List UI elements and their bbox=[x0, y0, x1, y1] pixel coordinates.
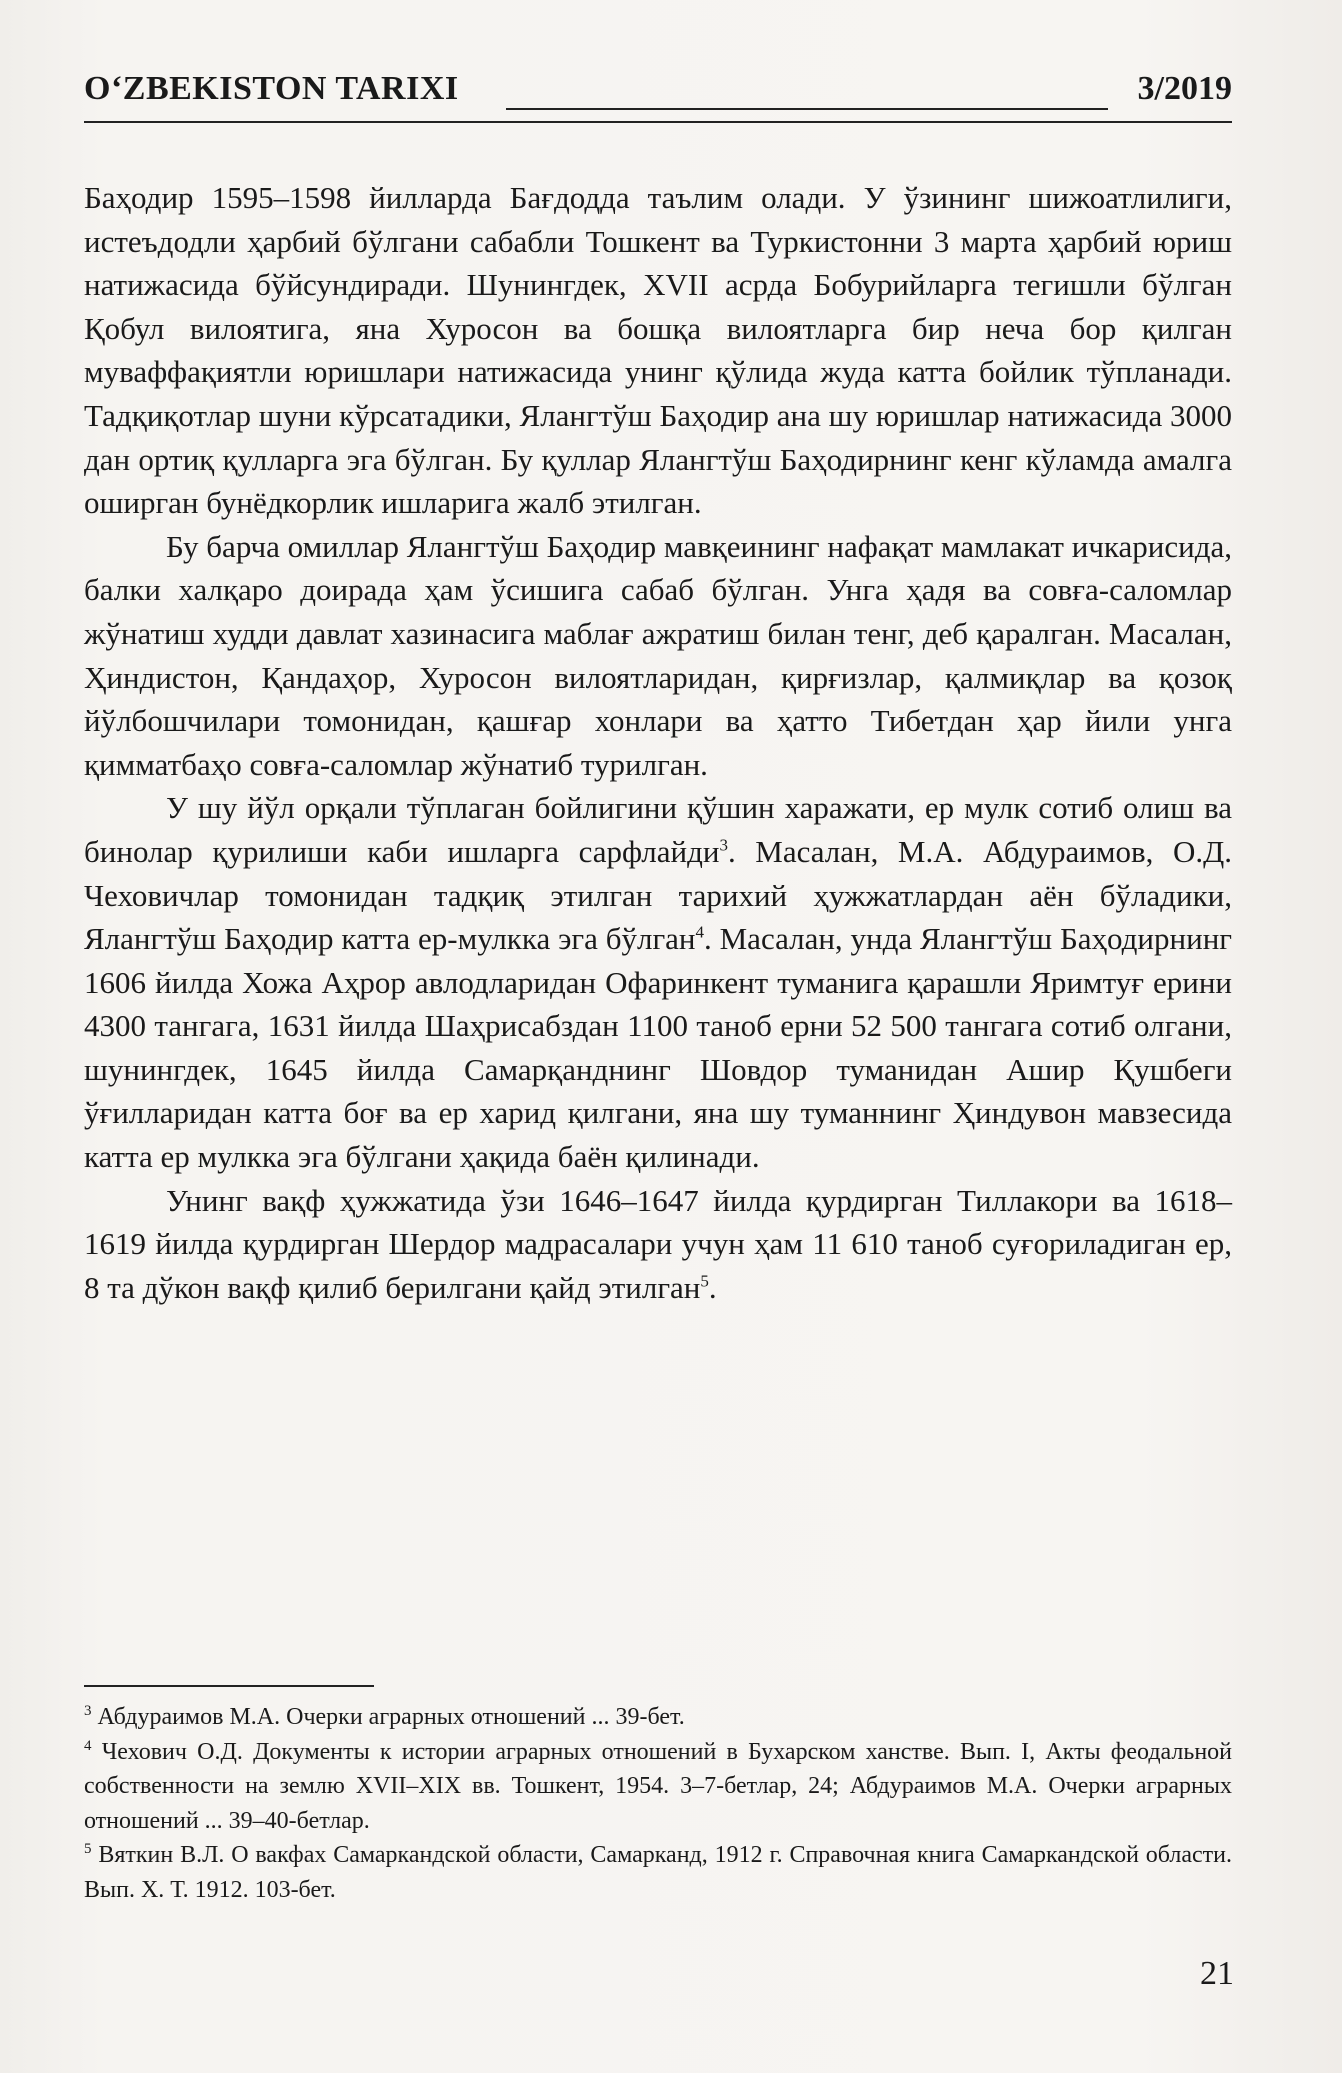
article-body bbox=[84, 176, 1232, 1309]
footnote-text: Абдураимов М.А. Очерки аграрных отношений ... 39-бет. bbox=[97, 1704, 685, 1730]
footnote-text: Чехович О.Д. Документы к истории аграрных отношений в Бухарском ханстве. Вып. I, Акты феодальной собственности на землю XVII–XIX вв. Тошкент, 1954. 3–7-бетлар, 24; Абдураимов М.А. Очерки аграрных отношений ... 39–40-бетлар. bbox=[84, 1738, 1233, 1834]
paragraph-2: Бу барча омиллар Ялангтўш Баҳодир мавқеининг нафақат мамлакат ичкарисида, балки халқаро доирада ҳам ўсишига сабаб бўлган. Унга ҳадя ва совға-саломлар жўнатиш худди давлат хазинасига маблағ ажратиш билан тенг, деб қаралган. Масалан, Ҳиндистон, Қандаҳор, Хуросон вилоятларидан, қирғизлар, қалмиқлар ва қозоқ йўлбошчилари томонидан, қашғар хонлари ва ҳатто Тибетдан ҳар йили унга қимматбаҳо совға-саломлар жўнатиб турилган. bbox=[84, 528, 1232, 782]
footnote-ref-3[interactable]: 3 bbox=[719, 835, 728, 855]
paragraph-1: Баҳодир 1595–1598 йилларда Бағдодда таълим олади. У ўзининг шижоатлилиги, истеъдодли ҳарбий бўлгани сабабли Тошкент ва Туркистонни 3 марта ҳарбий юриш натижасида бўйсундиради. Шунингдек, XVII асрда Бобурийларга тегишли бўлган Қобул вилоятига, яна Хуросон ва бошқа вилоятларга бир неча бор қилган муваффақиятли юришлари натижасида унинг қўлида жуда катта бойлик тўпланади. Тадқиқотлар шуни кўрсатадики, Ялангтўш Баҳодир ана шу юришлар натижасида 3000 дан ортиқ қулларга эга бўлган. Бу қуллар Ялангтўш Баҳодирнинг кенг кўламда амалга оширган бунёдкорлик ишларига жалб этилган. bbox=[84, 180, 1232, 521]
running-header bbox=[84, 70, 1232, 124]
page-number: 21 bbox=[1200, 1955, 1234, 1992]
paragraph-4-part-b: . bbox=[708, 1269, 717, 1305]
issue-number: 3/2019 bbox=[1137, 70, 1232, 107]
footnote-3 bbox=[84, 1700, 1232, 1735]
paragraph-4-part-a: Унинг вақф ҳужжатида ўзи 1646–1647 йилда қурдирган Тиллакори ва 1618–1619 йилда қурдирган Шердор мадрасалари учун ҳам 11 610 таноб суғориладиган ер, 8 та дўкон вақф қилиб берилгани қайд этилган bbox=[84, 1182, 1232, 1305]
footnote-4 bbox=[84, 1735, 1232, 1839]
paragraph-3-part-a: У шу йўл орқали тўплаган бойлигини қўшин харажати, ер мулк сотиб олиш ва бинолар қурилиши каби ишларга сарфлайди bbox=[84, 790, 1232, 869]
paragraph-3 bbox=[84, 786, 1232, 1178]
footnotes bbox=[84, 1700, 1232, 1907]
footnote-number: 3 bbox=[84, 1703, 92, 1719]
footnote-text: Вяткин В.Л. О вакфах Самаркандской области, Самарканд, 1912 г. Справочная книга Самаркандской области. Вып. X. Т. 1912. 103-бет. bbox=[84, 1842, 1233, 1903]
header-divider bbox=[84, 121, 1232, 123]
footnote-5 bbox=[84, 1838, 1232, 1907]
footnote-number: 5 bbox=[84, 1841, 92, 1857]
footnote-ref-4[interactable]: 4 bbox=[695, 922, 705, 942]
footnote-divider bbox=[84, 1685, 374, 1687]
paragraph-4 bbox=[84, 1179, 1232, 1310]
paragraph-3-part-b: . Масалан, М.А. Абдураимов, О.Д. Чеховичлар томонидан тадқиқ этилган тарихий ҳужжатлардан аён бўладики, Ялангтўш Баҳодир катта ер-мулкка эга бўлган bbox=[84, 833, 1232, 957]
footnote-number: 4 bbox=[84, 1737, 92, 1754]
footnote-ref-5[interactable]: 5 bbox=[700, 1271, 709, 1291]
paragraph-3-part-c: . Масалан, унда Ялангтўш Баҳодирнинг 1606 йилда Хожа Аҳрор авлодларидан Офаринкент туманига қарашли Яримтуғ ерини 4300 тангага, 1631 йилда Шаҳрисабздан 1100 таноб ерни 52 500 тангага сотиб олгани, шунингдек, 1645 йилда Самарқанднинг Шовдор туманидан Ашир Қушбеги ўғилларидан катта боғ ва ер харид қилгани, яна шу туманнинг Ҳиндувон мавзесида катта ер мулкка эга бўлгани ҳақида баён қилинади. bbox=[84, 921, 1233, 1175]
header-rule bbox=[506, 108, 1108, 110]
journal-title: O‘ZBEKISTON TARIXI bbox=[84, 70, 459, 107]
